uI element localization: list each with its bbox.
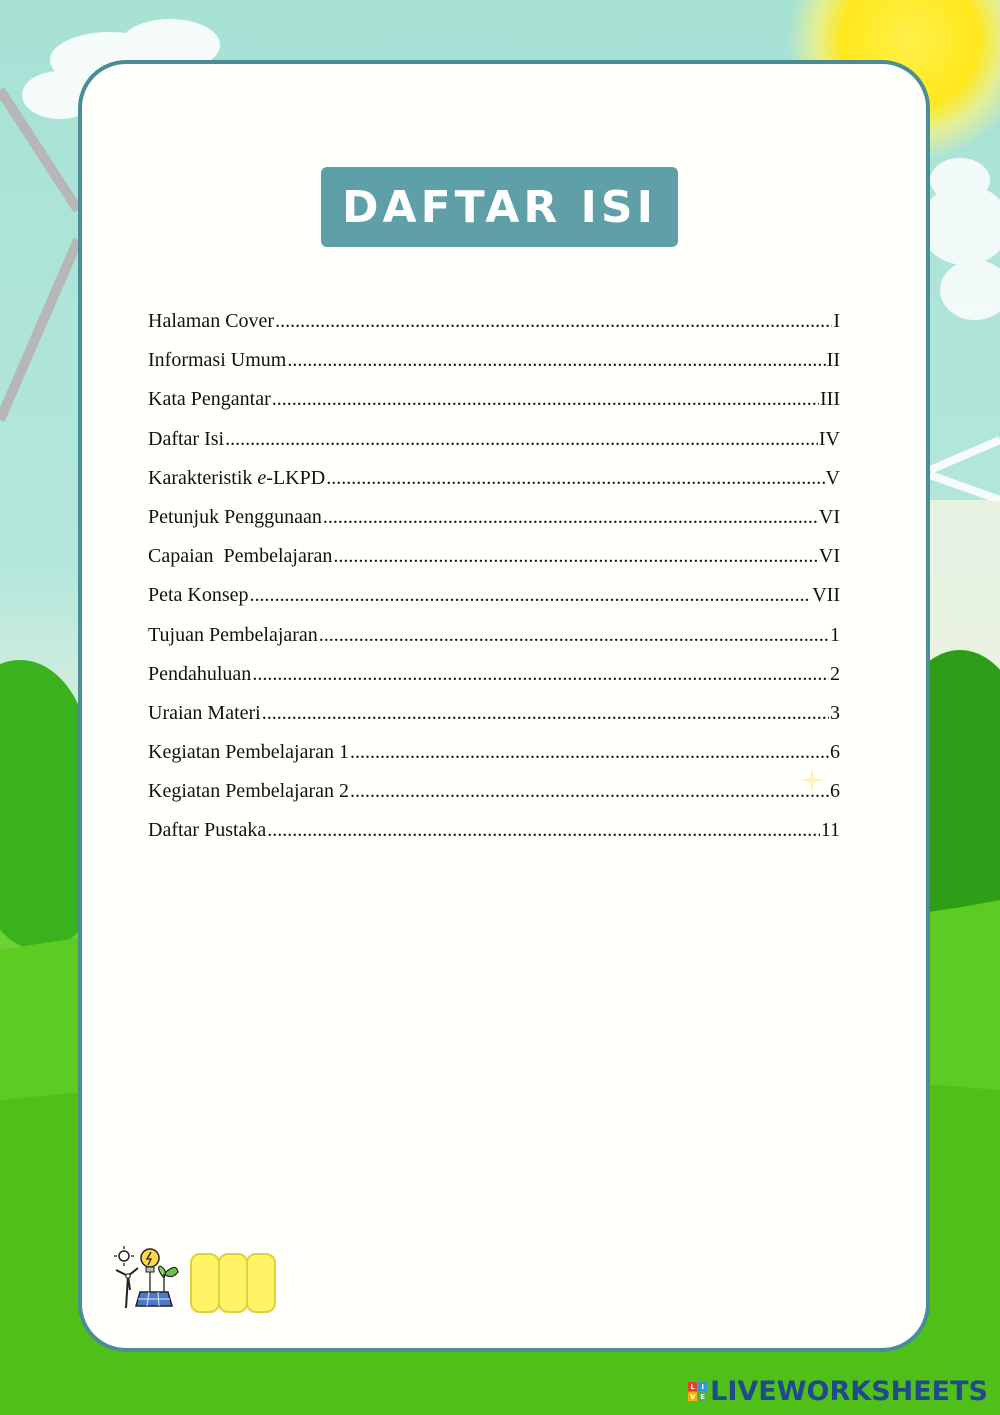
toc-row xyxy=(148,467,840,506)
toc-page: 1 xyxy=(830,623,840,646)
toc-page: 6 xyxy=(830,741,840,764)
toc-page: I xyxy=(833,310,840,332)
cloud xyxy=(920,158,1000,320)
toc-label: Kegiatan Pembelajaran 2 xyxy=(148,780,350,803)
sparkle-icon xyxy=(798,766,826,794)
toc-page: V xyxy=(825,466,840,489)
toc-label: Kata Pengantar xyxy=(148,388,271,411)
toc-leader xyxy=(275,310,832,333)
toc-label: Peta Konsep xyxy=(148,584,249,607)
liveworksheets-logo-icon: L I V E xyxy=(688,1382,707,1401)
toc-row xyxy=(148,545,840,584)
toc-leader xyxy=(252,663,829,686)
renewable-energy-icon xyxy=(110,1244,182,1310)
toc-leader xyxy=(267,819,819,842)
toc-label: Tujuan Pembelajaran xyxy=(148,623,318,646)
toc-label: Halaman Cover xyxy=(148,310,275,332)
toc-row xyxy=(148,349,840,388)
toc-page: 11 xyxy=(820,819,840,842)
toc-row xyxy=(148,388,840,427)
wind-turbine xyxy=(930,440,1000,500)
toc-row xyxy=(148,702,840,741)
toc-leader xyxy=(323,506,818,529)
toc-leader xyxy=(333,545,818,568)
toc-label: Uraian Materi xyxy=(148,701,261,724)
toc-leader xyxy=(225,428,818,451)
toc-label: Pendahuluan xyxy=(148,662,252,685)
toc-page: 6 xyxy=(830,780,840,803)
toc-row xyxy=(148,663,840,702)
toc-page: VI xyxy=(818,505,840,528)
toc-row xyxy=(148,428,840,467)
toc-row xyxy=(148,741,840,780)
toc-leader xyxy=(326,467,824,490)
table-of-contents xyxy=(148,310,840,859)
toc-row xyxy=(148,506,840,545)
liveworksheets-watermark xyxy=(688,1376,988,1407)
page-tabs xyxy=(190,1253,274,1313)
toc-label: Daftar Pustaka xyxy=(148,819,267,842)
toc-page: 3 xyxy=(830,701,840,724)
toc-row xyxy=(148,819,840,858)
toc-label: Informasi Umum xyxy=(148,349,287,372)
wind-turbine xyxy=(0,90,78,420)
tab-shape xyxy=(190,1253,220,1313)
title-banner xyxy=(321,167,678,247)
toc-leader xyxy=(287,349,825,372)
toc-label: Karakteristik e-LKPD xyxy=(148,466,326,489)
toc-leader xyxy=(262,702,829,725)
toc-label: Petunjuk Penggunaan xyxy=(148,505,322,528)
toc-label: Daftar Isi xyxy=(148,427,225,450)
toc-page: III xyxy=(820,388,840,411)
toc-leader xyxy=(350,741,829,764)
toc-row xyxy=(148,584,840,623)
toc-label: Capaian Pembelajaran xyxy=(148,545,333,568)
toc-row xyxy=(148,310,840,349)
toc-row xyxy=(148,780,840,819)
toc-page: II xyxy=(826,349,840,372)
toc-row xyxy=(148,624,840,663)
tab-shape xyxy=(218,1253,248,1313)
toc-label: Kegiatan Pembelajaran 1 xyxy=(148,741,350,764)
page-title: DAFTAR ISI xyxy=(342,181,657,233)
toc-page: VII xyxy=(812,584,840,607)
toc-leader xyxy=(272,388,819,411)
toc-page: IV xyxy=(818,427,840,450)
toc-page: 2 xyxy=(830,662,840,685)
toc-leader xyxy=(250,584,812,607)
toc-page: VI xyxy=(818,545,840,568)
tab-shape xyxy=(246,1253,276,1313)
watermark-text: LIVEWORKSHEETS xyxy=(710,1376,988,1407)
toc-leader xyxy=(350,780,829,803)
toc-leader xyxy=(319,624,829,647)
